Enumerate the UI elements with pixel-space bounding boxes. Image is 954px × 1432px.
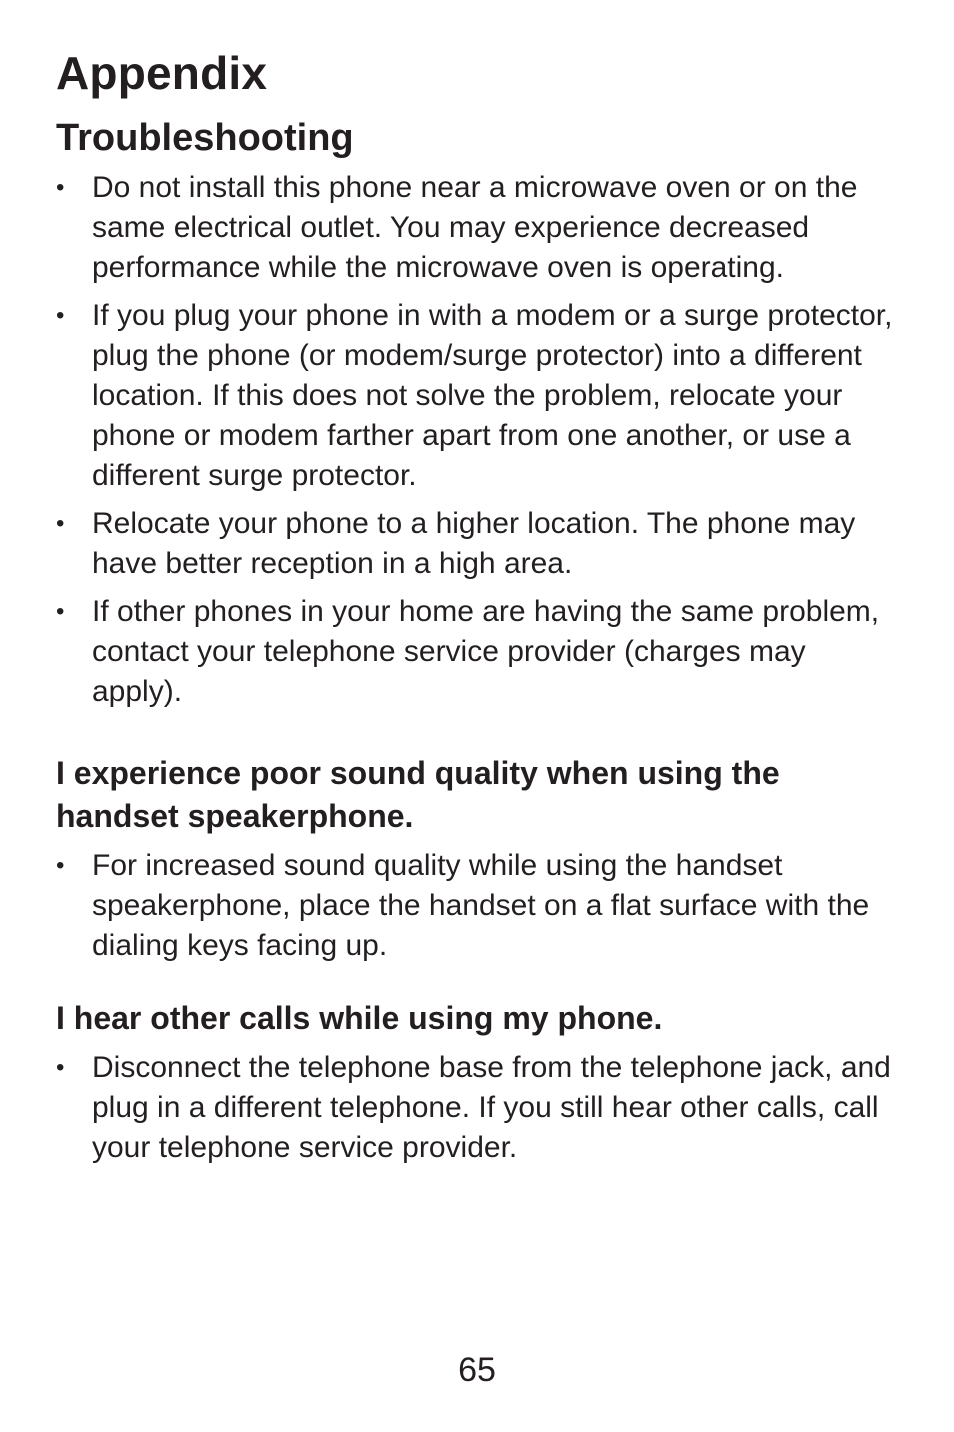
issue-heading-other-calls: I hear other calls while using my phone. [56,1000,663,1036]
bullet-icon: • [56,510,65,537]
troubleshooting-list [56,168,896,712]
bullet-icon: • [56,852,65,879]
sound-quality-list [56,846,896,966]
list-item [56,1048,896,1168]
issue-heading-sound-quality: I experience poor sound quality when using the handset speakerphone. [56,755,780,834]
list-item-text: Do not install this phone near a microwave oven or on the same electrical outlet. You may experience decreased performance while the microwave oven is operating. [92,171,858,284]
list-item [56,846,896,966]
list-item [56,296,896,496]
page-title: Appendix [56,47,268,99]
list-item [56,504,896,584]
list-item-text: For increased sound quality while using the handset speakerphone, place the handset on a flat surface with the dialing keys facing up. [92,849,870,962]
bullet-icon: • [56,1054,65,1081]
list-item-text: Relocate your phone to a higher location. The phone may have better reception in a high area. [92,507,856,580]
list-item-text: If you plug your phone in with a modem or a surge protector, plug the phone (or modem/surge protector) into a different location. If this does not solve the problem, relocate your phone or modem farther apart from one another, or use a different surge protector. [92,299,893,492]
list-item-text: Disconnect the telephone base from the telephone jack, and plug in a different telephone. If you still hear other calls, call your telephone service provider. [92,1051,891,1164]
list-item [56,592,896,712]
section-title: Troubleshooting [56,117,354,159]
other-calls-list [56,1048,896,1168]
bullet-icon: • [56,174,65,201]
bullet-icon: • [56,302,65,329]
list-item [56,168,896,288]
list-item-text: If other phones in your home are having the same problem, contact your telephone service provider (charges may apply). [92,595,880,708]
bullet-icon: • [56,598,65,625]
page-number: 65 [458,1351,496,1389]
manual-page [56,40,896,1176]
